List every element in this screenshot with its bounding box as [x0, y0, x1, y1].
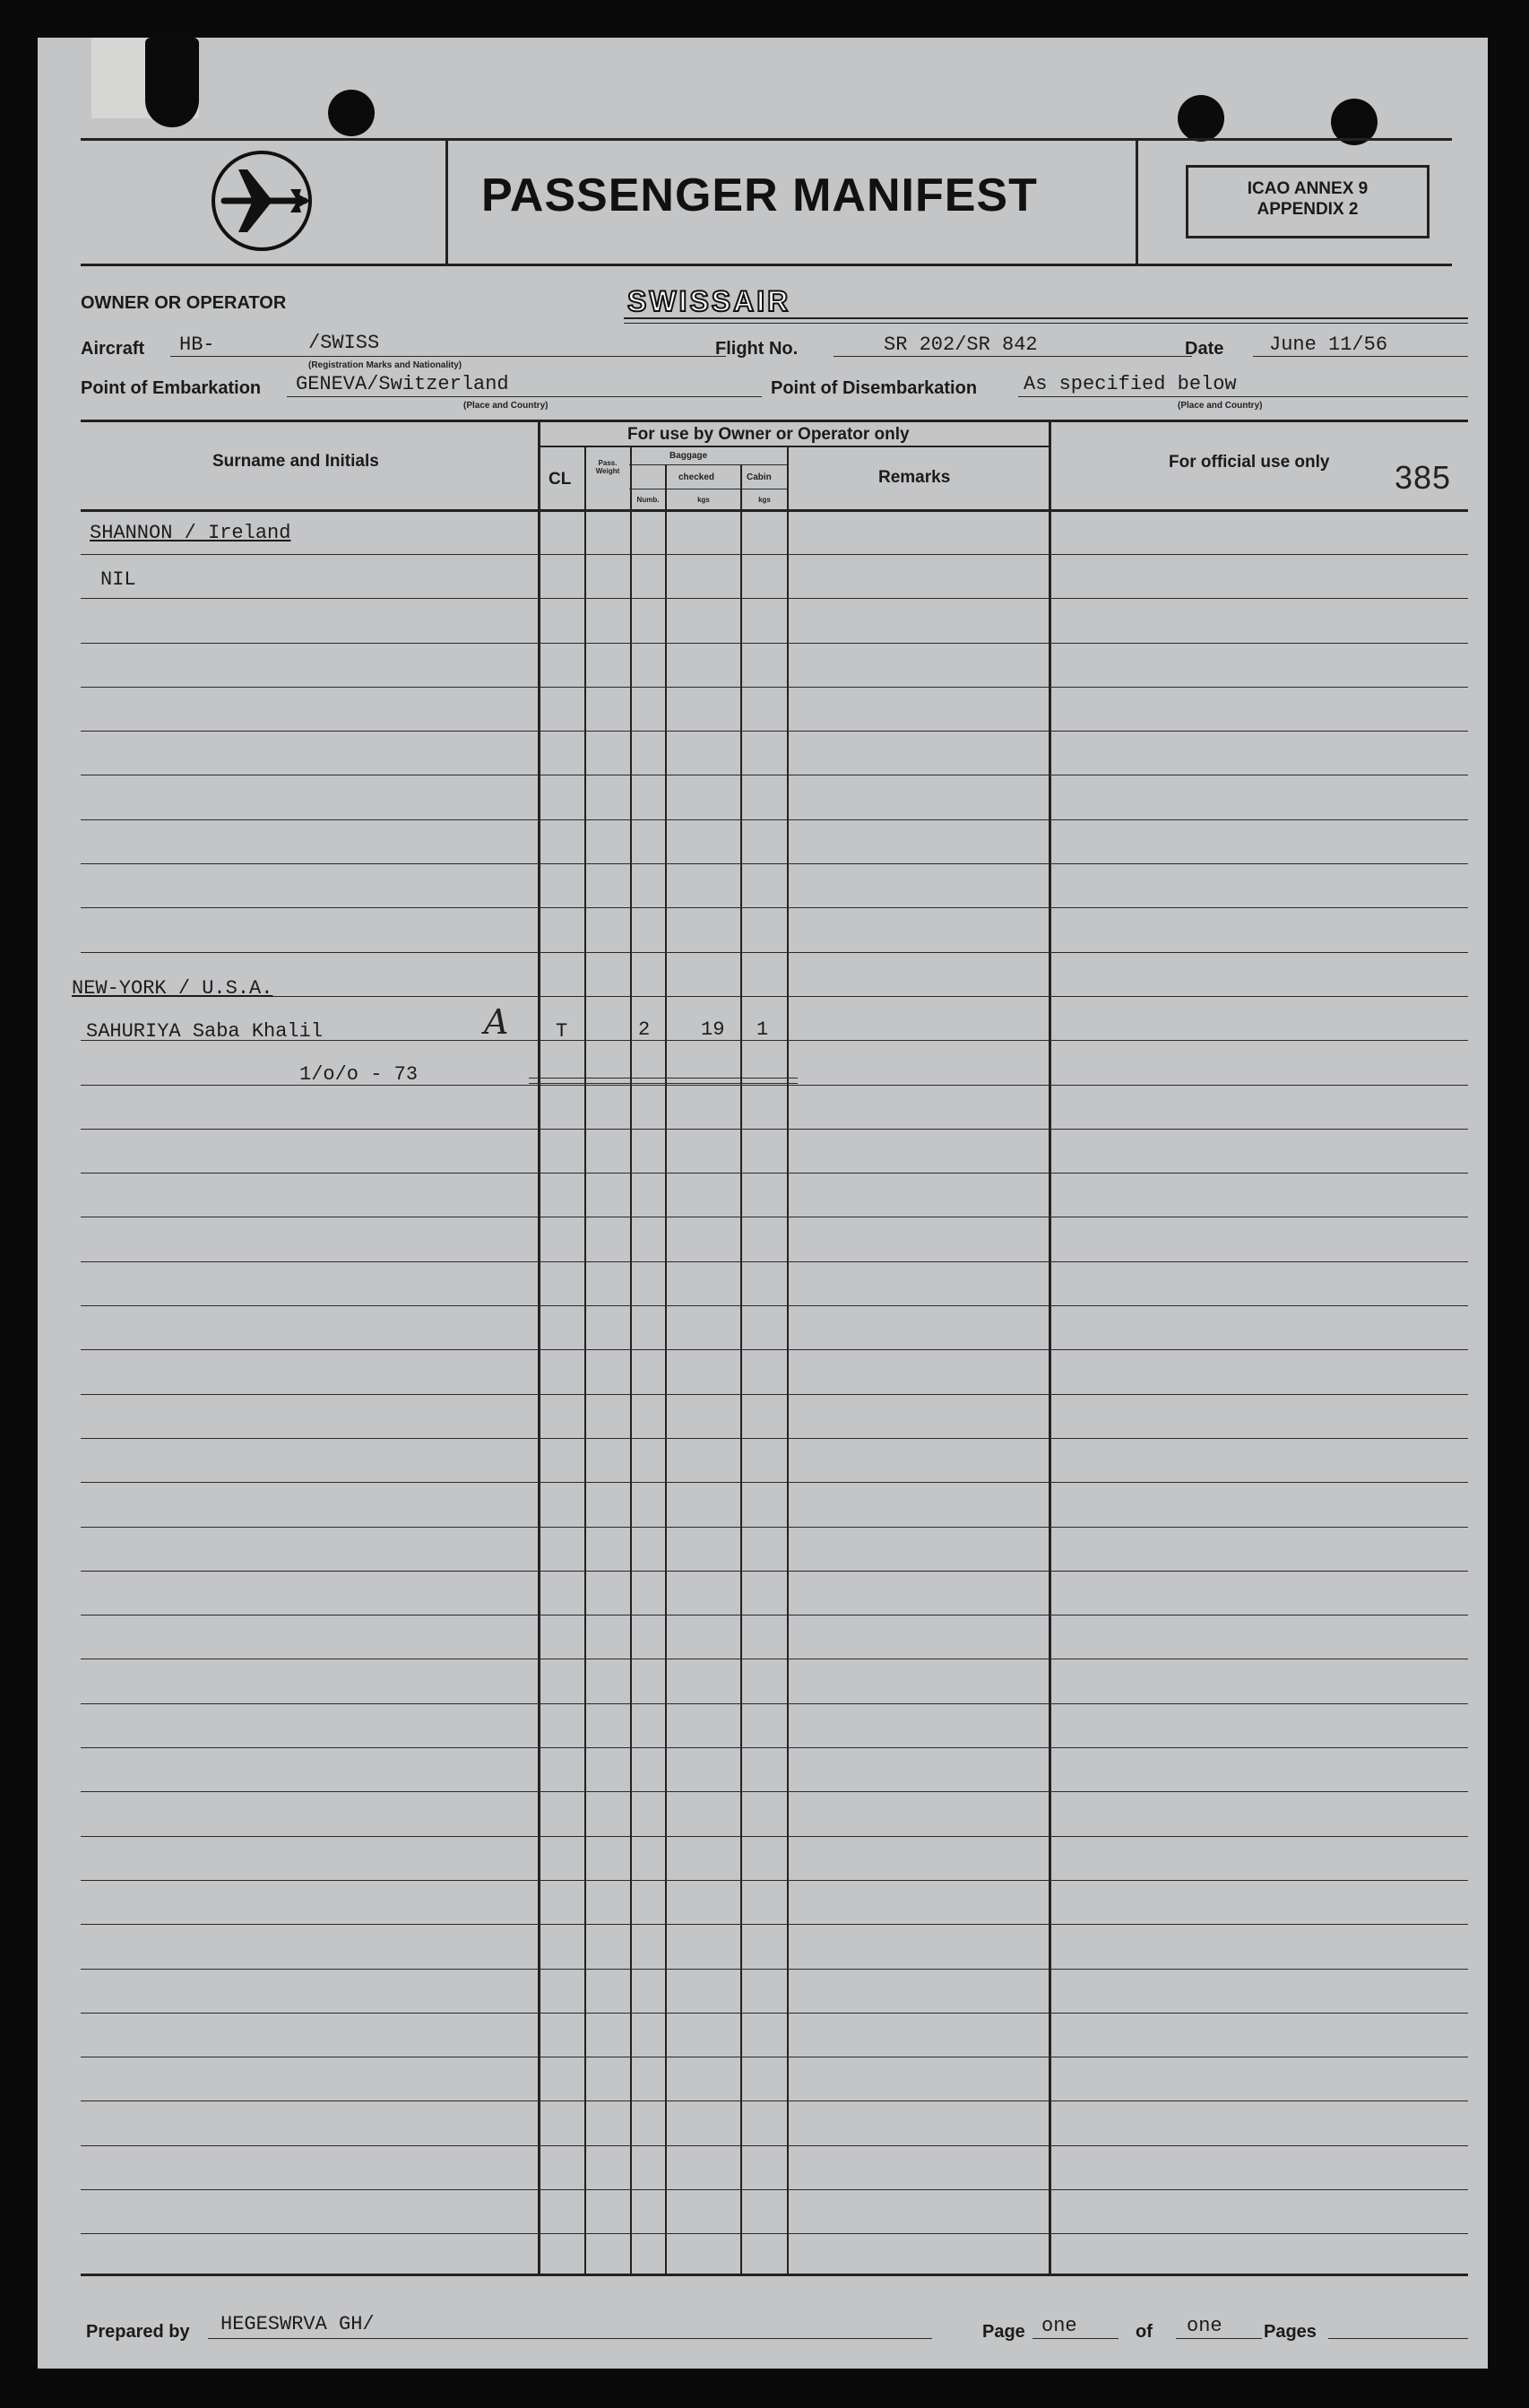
section-heading: NEW-YORK / U.S.A.	[72, 977, 273, 1000]
column-divider	[787, 446, 789, 2274]
row-rule	[81, 1173, 1468, 1174]
total-line: 1/o/o - 73	[299, 1063, 419, 1086]
row-rule	[81, 1261, 1468, 1262]
page-value: one	[1041, 2315, 1077, 2337]
operator-underline	[624, 323, 1468, 324]
row-rule	[81, 1747, 1468, 1748]
surname-column-header: Surname and Initials	[212, 452, 379, 471]
embarkation-label: Point of Embarkation	[81, 378, 262, 398]
column-divider	[740, 464, 742, 2274]
date-underline	[1253, 356, 1468, 357]
section-heading: SHANNON / Ireland	[90, 522, 291, 544]
cabin-kgs-header: kgs	[758, 496, 771, 504]
operator-label: OWNER OR OPERATOR	[81, 293, 287, 313]
manifest-page	[38, 38, 1488, 2369]
total-underline	[529, 1083, 798, 1084]
kgs-header: kgs	[697, 496, 710, 504]
row-rule	[81, 1129, 1468, 1130]
official-number: 385	[1395, 459, 1452, 496]
passenger-bag-kgs: 19	[701, 1018, 725, 1041]
row-rule	[81, 863, 1468, 864]
column-divider	[1049, 420, 1051, 2274]
column-divider	[630, 446, 632, 2274]
checked-header: checked	[678, 472, 715, 482]
passenger-cl: T	[556, 1020, 568, 1043]
aircraft-label: Aircraft	[81, 339, 145, 359]
row-rule	[81, 2145, 1468, 2146]
column-divider	[584, 446, 586, 2274]
pages-underline	[1328, 2338, 1468, 2339]
row-rule	[81, 819, 1468, 820]
row-rule	[81, 1703, 1468, 1704]
passenger-cabin-kgs: 1	[756, 1018, 769, 1041]
page-underline	[1032, 2338, 1119, 2339]
of-value: one	[1187, 2315, 1222, 2337]
official-use-header: For official use only	[1169, 453, 1330, 472]
airplane-globe-icon	[208, 150, 319, 252]
remarks-column-header: Remarks	[878, 468, 951, 487]
header-top-rule	[81, 138, 1452, 141]
pass-label: Pass.	[598, 459, 618, 467]
operator-underline	[624, 317, 1468, 319]
row-rule	[81, 554, 1468, 555]
ink-blot	[145, 38, 199, 127]
row-rule	[81, 952, 1468, 953]
row-rule	[81, 996, 1468, 997]
cabin-header: Cabin	[747, 472, 772, 482]
column-divider	[538, 420, 540, 2274]
page-label: Page	[982, 2322, 1025, 2342]
aircraft-caption: (Registration Marks and Nationality)	[308, 360, 462, 370]
row-rule	[81, 1305, 1468, 1306]
disembarkation-value: As specified below	[1024, 373, 1237, 395]
row-rule	[81, 1438, 1468, 1439]
row-rule	[81, 1349, 1468, 1350]
baggage-rule	[629, 464, 787, 465]
disembarkation-label: Point of Disembarkation	[771, 378, 978, 398]
row-rule	[81, 2013, 1468, 2014]
row-rule	[81, 1969, 1468, 1970]
header-divider	[445, 138, 448, 264]
passenger-name: SAHURIYA Saba Khalil	[86, 1020, 324, 1043]
table-header-rule	[81, 509, 1468, 512]
punch-hole	[1178, 95, 1224, 142]
disembarkation-underline	[1018, 396, 1468, 397]
row-rule	[81, 687, 1468, 688]
flight-label: Flight No.	[715, 339, 799, 359]
embarkation-value: GENEVA/Switzerland	[296, 373, 509, 395]
row-rule	[81, 1791, 1468, 1792]
embarkation-caption: (Place and Country)	[463, 401, 549, 411]
aircraft-underline	[170, 356, 726, 357]
pages-label: Pages	[1264, 2322, 1317, 2342]
flight-value: SR 202/SR 842	[884, 333, 1038, 356]
row-rule	[81, 1085, 1468, 1086]
icao-reference-box	[1186, 165, 1430, 238]
row-rule	[81, 1394, 1468, 1395]
disembarkation-caption: (Place and Country)	[1178, 401, 1263, 411]
row-rule	[81, 1571, 1468, 1572]
header-divider	[1136, 138, 1138, 264]
icao-line-1: ICAO ANNEX 9	[1247, 179, 1369, 198]
header-bottom-rule	[81, 264, 1452, 266]
weight-label: Weight	[595, 467, 620, 475]
punch-hole	[328, 90, 375, 136]
row-rule	[81, 1880, 1468, 1881]
section-value: NIL	[100, 568, 136, 591]
passenger-bag-count: 2	[638, 1018, 651, 1041]
icao-line-2: APPENDIX 2	[1257, 200, 1359, 219]
passenger-class-mark: A	[484, 1002, 509, 1042]
embarkation-underline	[287, 396, 762, 397]
of-underline	[1176, 2338, 1262, 2339]
pass-weight-header	[586, 459, 629, 475]
prepared-by-value: HEGESWRVA GH/	[220, 2313, 375, 2335]
row-rule	[81, 731, 1468, 732]
operator-value: SWISSAIR	[627, 285, 791, 317]
row-rule	[81, 1836, 1468, 1837]
row-rule	[81, 2189, 1468, 2190]
aircraft-registration: /SWISS	[308, 332, 380, 354]
numb-header: Numb.	[636, 496, 660, 504]
row-rule	[81, 598, 1468, 599]
operator-only-header: For use by Owner or Operator only	[627, 425, 910, 444]
prepared-by-label: Prepared by	[86, 2322, 190, 2342]
date-value: June 11/56	[1269, 333, 1388, 356]
aircraft-value: HB-	[179, 333, 215, 356]
column-divider	[665, 464, 667, 2274]
row-rule	[81, 1527, 1468, 1528]
page-title: PASSENGER MANIFEST	[481, 169, 1038, 221]
table-top-rule	[81, 420, 1468, 422]
of-label: of	[1136, 2322, 1153, 2342]
row-rule	[81, 643, 1468, 644]
prepared-by-underline	[208, 2338, 932, 2339]
row-rule	[81, 1482, 1468, 1483]
row-rule	[81, 1924, 1468, 1925]
flight-underline	[834, 356, 1192, 357]
operator-only-rule	[538, 446, 1049, 447]
table-bottom-rule	[81, 2274, 1468, 2276]
row-rule	[81, 2233, 1468, 2234]
cl-column-header: CL	[549, 470, 572, 489]
baggage-header: Baggage	[669, 451, 708, 461]
date-label: Date	[1185, 339, 1224, 359]
row-rule	[81, 907, 1468, 908]
